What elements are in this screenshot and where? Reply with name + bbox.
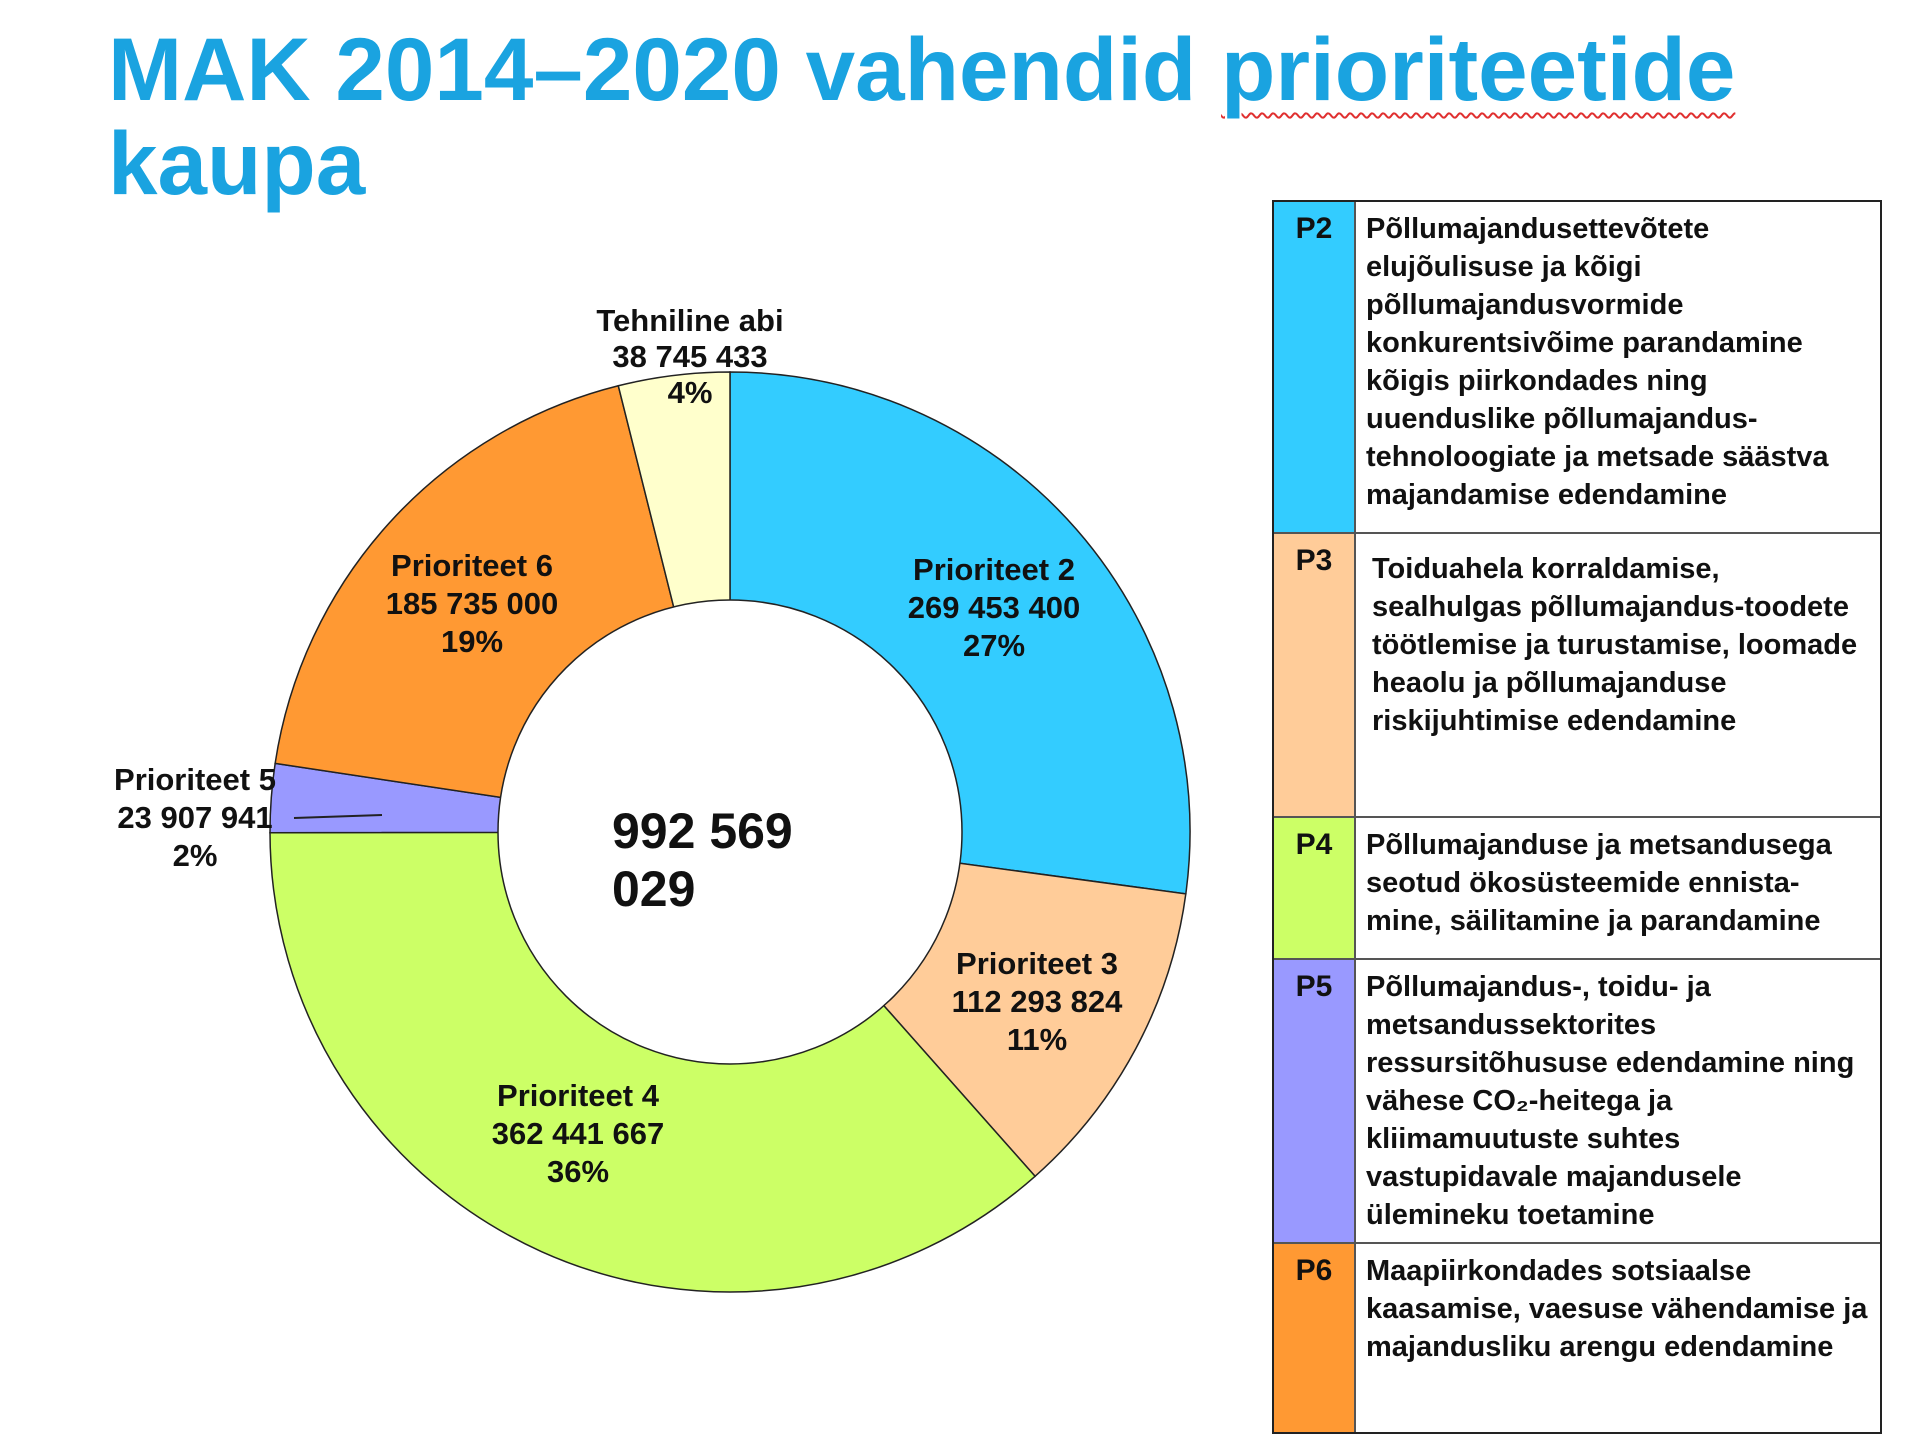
label-p5-name: Prioriteet 5	[114, 762, 276, 797]
label-p6-percent: 19%	[440, 624, 504, 659]
total-label-line1: 992 569	[612, 803, 793, 859]
legend-text-p4: Põllumajanduse ja metsandusega seotud ökosüsteemide ennista-mine, säilitamine ja parandamine	[1366, 829, 1832, 937]
legend-row-p3	[1274, 532, 1880, 816]
title-part-1: MAK 2014–2020 vahendid	[108, 19, 1222, 119]
label-p4-value: 362 441 667	[491, 1116, 665, 1151]
legend-row-p2	[1274, 202, 1880, 532]
label-p2-percent: 27%	[962, 628, 1026, 663]
legend-code-p5: P5	[1274, 960, 1356, 1242]
label-ta-value: 38 745 433	[612, 339, 768, 374]
title-part-3: kaupa	[108, 113, 366, 213]
priority-legend-table	[1272, 200, 1882, 1434]
label-ta-percent: 4%	[667, 375, 713, 410]
legend-row-p6	[1274, 1242, 1880, 1432]
legend-text-p5: Põllumajandus-, toidu- ja metsandussektorites ressursitõhususe edendamine ning vähese CO₂-heitega ja kliimamuutuste suhtes vastupidavale majandusele ülemineku toetamine	[1366, 971, 1855, 1231]
label-p6-name: Prioriteet 6	[391, 548, 553, 583]
label-p3-name: Prioriteet 3	[956, 946, 1118, 981]
title-part-2: prioriteetide	[1221, 19, 1736, 119]
label-p3-value: 112 293 824	[951, 984, 1123, 1019]
label-p5-value: 23 907 941	[117, 800, 273, 835]
legend-row-p4	[1274, 816, 1880, 958]
total-label-line2: 029	[612, 861, 696, 917]
legend-code-p4: P4	[1274, 818, 1356, 958]
label-p6-value: 185 735 000	[385, 586, 559, 621]
label-p2-name: Prioriteet 2	[913, 552, 1075, 587]
legend-code-p3: P3	[1274, 534, 1356, 816]
label-p4-percent: 36%	[546, 1154, 610, 1189]
legend-code-p2: P2	[1274, 202, 1356, 532]
label-p3-percent: 11%	[1006, 1022, 1068, 1057]
legend-text-p3: Toiduahela korraldamise, sealhulgas põllumajandus-toodete töötlemise ja turustamise, loomade heaolu ja põllumajanduse riskijuhtimise edendamine	[1372, 553, 1858, 737]
legend-text-p2: Põllumajandusettevõtete elujõulisuse ja kõigi põllumajandusvormide konkurentsivõime parandamine kõigis piirkondades ning uuenduslike põllumajandus-tehnoloogiate ja metsade säästva majandamise edendamine	[1366, 213, 1829, 511]
legend-code-p6: P6	[1274, 1244, 1356, 1432]
legend-text-p6: Maapiirkondades sotsiaalse kaasamise, vaesuse vähendamise ja majandusliku arengu edendamine	[1366, 1255, 1868, 1363]
label-p4-name: Prioriteet 4	[497, 1078, 659, 1113]
label-ta-name: Tehniline abi	[596, 303, 784, 338]
label-p2-value: 269 453 400	[907, 590, 1081, 625]
legend-row-p5	[1274, 958, 1880, 1242]
label-p5-percent: 2%	[172, 838, 218, 873]
